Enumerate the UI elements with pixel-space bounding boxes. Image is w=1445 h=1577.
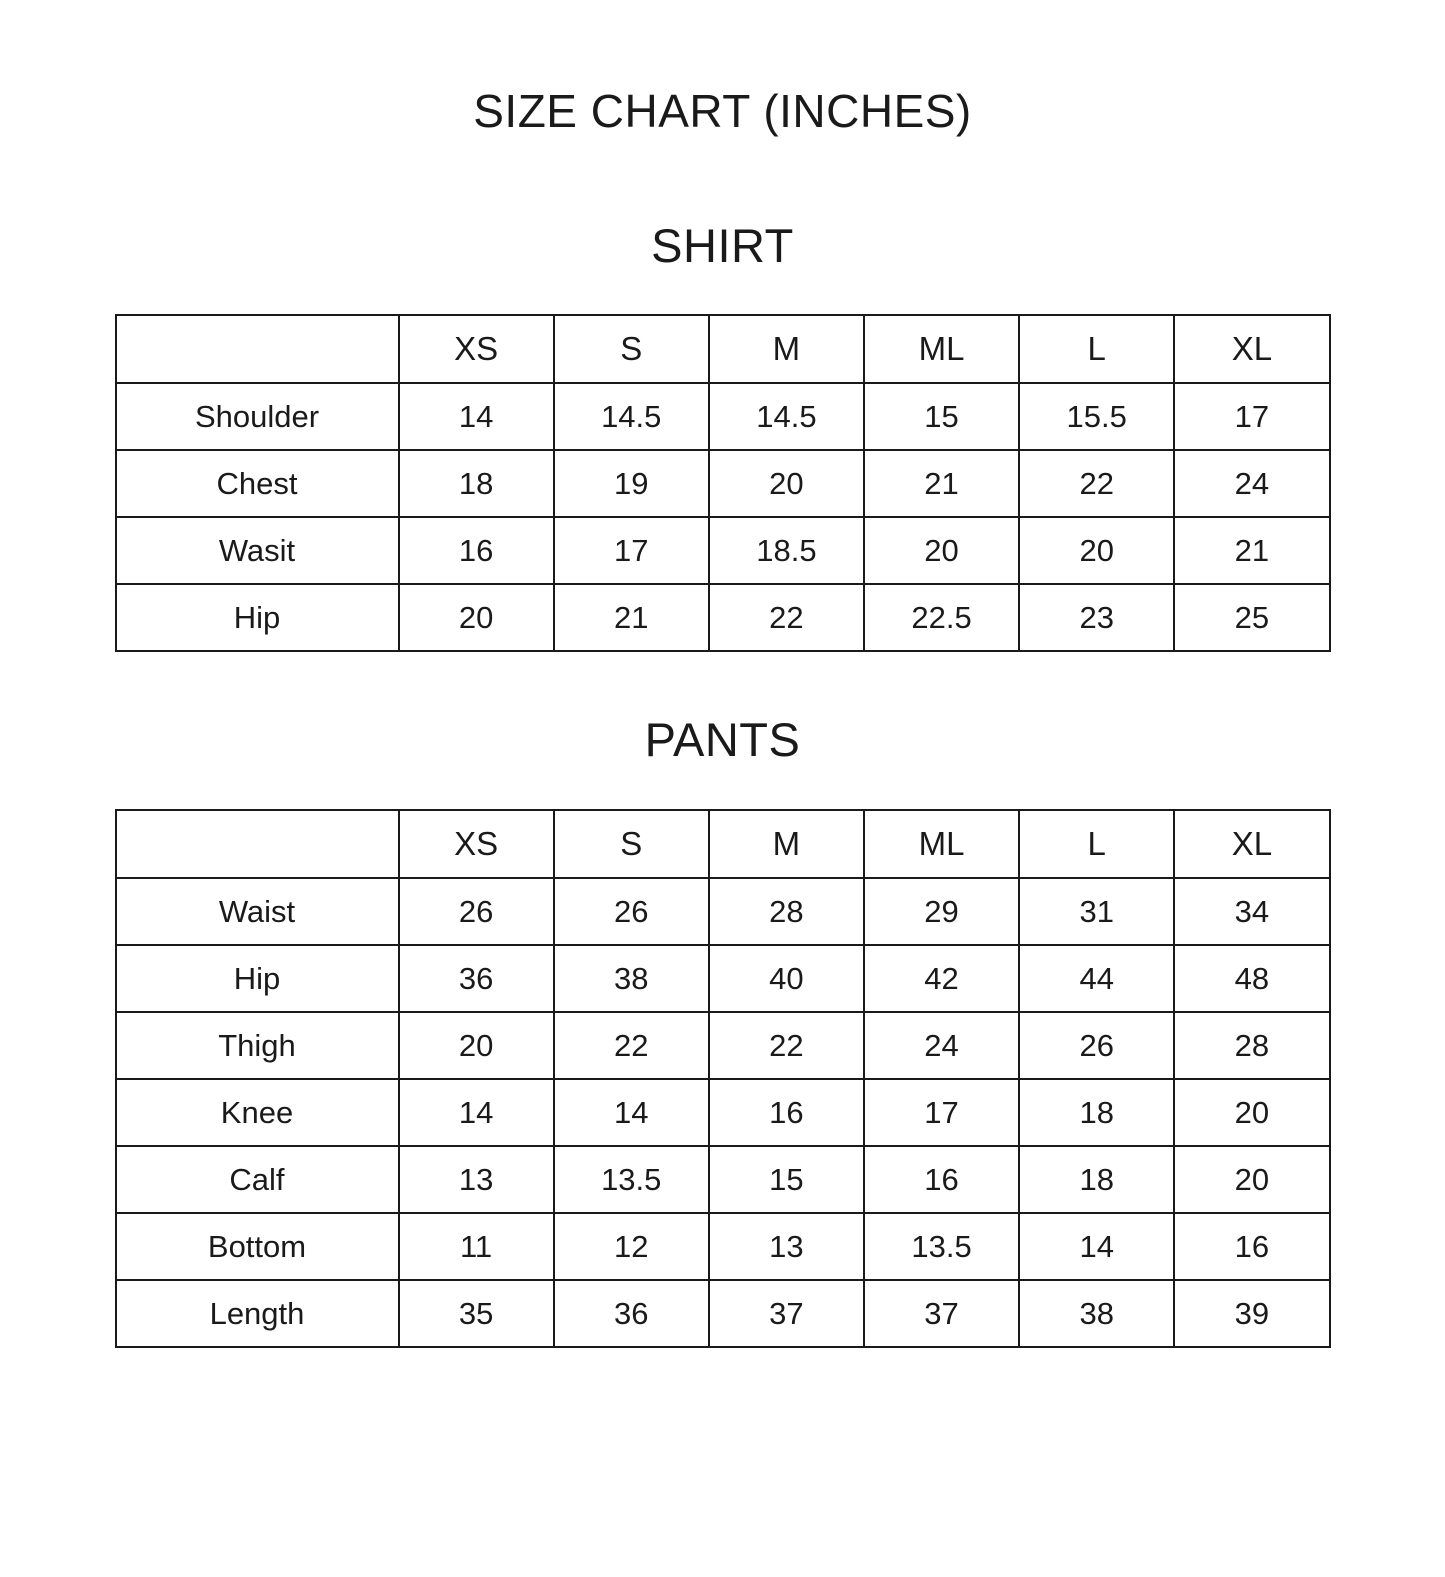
shirt-shoulder-m-value: 14.5 [709,383,864,450]
pants-thigh-s-value: 22 [554,1012,709,1079]
shirt-hip-xl-value: 25 [1174,584,1329,651]
pants-waist-s-value: 26 [554,878,709,945]
pants-waist-xl-value: 34 [1174,878,1329,945]
shirt-hip-xs-value: 20 [399,584,554,651]
pants-measurement-label: Bottom [116,1213,399,1280]
pants-hip-s-value: 38 [554,945,709,1012]
shirt-hip-l-value: 23 [1019,584,1174,651]
pants-length-s-value: 36 [554,1280,709,1347]
shirt-size-header-l: L [1019,315,1174,383]
shirt-hip-ml-value: 22.5 [864,584,1019,651]
shirt-chest-s-value: 19 [554,450,709,517]
shirt-corner-cell [116,315,399,383]
pants-hip-xs-value: 36 [399,945,554,1012]
pants-row-thigh [116,1012,1330,1079]
shirt-header-row [116,315,1330,383]
pants-length-xl-value: 39 [1174,1280,1329,1347]
pants-corner-cell [116,810,399,878]
pants-bottom-l-value: 14 [1019,1213,1174,1280]
pants-row-hip [116,945,1330,1012]
pants-knee-l-value: 18 [1019,1079,1174,1146]
pants-hip-xl-value: 48 [1174,945,1329,1012]
shirt-wasit-ml-value: 20 [864,517,1019,584]
pants-row-knee [116,1079,1330,1146]
pants-knee-ml-value: 17 [864,1079,1019,1146]
pants-calf-xs-value: 13 [399,1146,554,1213]
pants-size-header-s: S [554,810,709,878]
pants-knee-xs-value: 14 [399,1079,554,1146]
shirt-chest-xl-value: 24 [1174,450,1329,517]
pants-calf-l-value: 18 [1019,1146,1174,1213]
shirt-size-header-m: M [709,315,864,383]
shirt-hip-m-value: 22 [709,584,864,651]
shirt-size-header-xs: XS [399,315,554,383]
shirt-wasit-xl-value: 21 [1174,517,1329,584]
pants-calf-m-value: 15 [709,1146,864,1213]
pants-bottom-ml-value: 13.5 [864,1213,1019,1280]
pants-size-header-m: M [709,810,864,878]
pants-waist-xs-value: 26 [399,878,554,945]
shirt-chest-m-value: 20 [709,450,864,517]
shirt-chest-l-value: 22 [1019,450,1174,517]
pants-knee-m-value: 16 [709,1079,864,1146]
pants-size-header-ml: ML [864,810,1019,878]
pants-knee-xl-value: 20 [1174,1079,1329,1146]
shirt-chest-ml-value: 21 [864,450,1019,517]
pants-length-l-value: 38 [1019,1280,1174,1347]
pants-thigh-m-value: 22 [709,1012,864,1079]
shirt-row-chest [116,450,1330,517]
shirt-row-shoulder [116,383,1330,450]
pants-row-calf [116,1146,1330,1213]
pants-measurement-label: Waist [116,878,399,945]
shirt-size-table [115,314,1331,652]
pants-size-table [115,809,1331,1348]
shirt-hip-s-value: 21 [554,584,709,651]
pants-bottom-xs-value: 11 [399,1213,554,1280]
pants-size-header-l: L [1019,810,1174,878]
pants-bottom-s-value: 12 [554,1213,709,1280]
shirt-section-title: SHIRT [651,219,794,272]
pants-section [0,713,1445,1348]
page-title: SIZE CHART (INCHES) [473,85,972,137]
shirt-measurement-label: Wasit [116,517,399,584]
pants-waist-l-value: 31 [1019,878,1174,945]
shirt-size-header-ml: ML [864,315,1019,383]
pants-section-title: PANTS [644,713,801,766]
shirt-shoulder-ml-value: 15 [864,383,1019,450]
shirt-row-hip [116,584,1330,651]
shirt-wasit-m-value: 18.5 [709,517,864,584]
pants-length-ml-value: 37 [864,1280,1019,1347]
shirt-chest-xs-value: 18 [399,450,554,517]
size-chart-document [0,85,1445,1348]
pants-size-header-xs: XS [399,810,554,878]
pants-calf-xl-value: 20 [1174,1146,1329,1213]
pants-row-bottom [116,1213,1330,1280]
pants-measurement-label: Thigh [116,1012,399,1079]
pants-waist-ml-value: 29 [864,878,1019,945]
pants-size-header-xl: XL [1174,810,1329,878]
pants-measurement-label: Length [116,1280,399,1347]
pants-bottom-m-value: 13 [709,1213,864,1280]
shirt-size-header-s: S [554,315,709,383]
shirt-measurement-label: Shoulder [116,383,399,450]
pants-length-m-value: 37 [709,1280,864,1347]
pants-waist-m-value: 28 [709,878,864,945]
pants-thigh-l-value: 26 [1019,1012,1174,1079]
pants-calf-s-value: 13.5 [554,1146,709,1213]
pants-thigh-xl-value: 28 [1174,1012,1329,1079]
pants-knee-s-value: 14 [554,1079,709,1146]
pants-thigh-xs-value: 20 [399,1012,554,1079]
shirt-shoulder-l-value: 15.5 [1019,383,1174,450]
pants-thigh-ml-value: 24 [864,1012,1019,1079]
shirt-measurement-label: Chest [116,450,399,517]
pants-row-waist [116,878,1330,945]
pants-row-length [116,1280,1330,1347]
shirt-size-header-xl: XL [1174,315,1329,383]
pants-measurement-label: Calf [116,1146,399,1213]
shirt-wasit-l-value: 20 [1019,517,1174,584]
shirt-section [0,219,1445,652]
pants-bottom-xl-value: 16 [1174,1213,1329,1280]
pants-measurement-label: Knee [116,1079,399,1146]
pants-hip-m-value: 40 [709,945,864,1012]
pants-hip-l-value: 44 [1019,945,1174,1012]
shirt-row-wasit [116,517,1330,584]
shirt-shoulder-s-value: 14.5 [554,383,709,450]
pants-calf-ml-value: 16 [864,1146,1019,1213]
shirt-wasit-s-value: 17 [554,517,709,584]
pants-header-row [116,810,1330,878]
pants-measurement-label: Hip [116,945,399,1012]
shirt-wasit-xs-value: 16 [399,517,554,584]
pants-length-xs-value: 35 [399,1280,554,1347]
pants-hip-ml-value: 42 [864,945,1019,1012]
shirt-shoulder-xs-value: 14 [399,383,554,450]
shirt-measurement-label: Hip [116,584,399,651]
shirt-shoulder-xl-value: 17 [1174,383,1329,450]
